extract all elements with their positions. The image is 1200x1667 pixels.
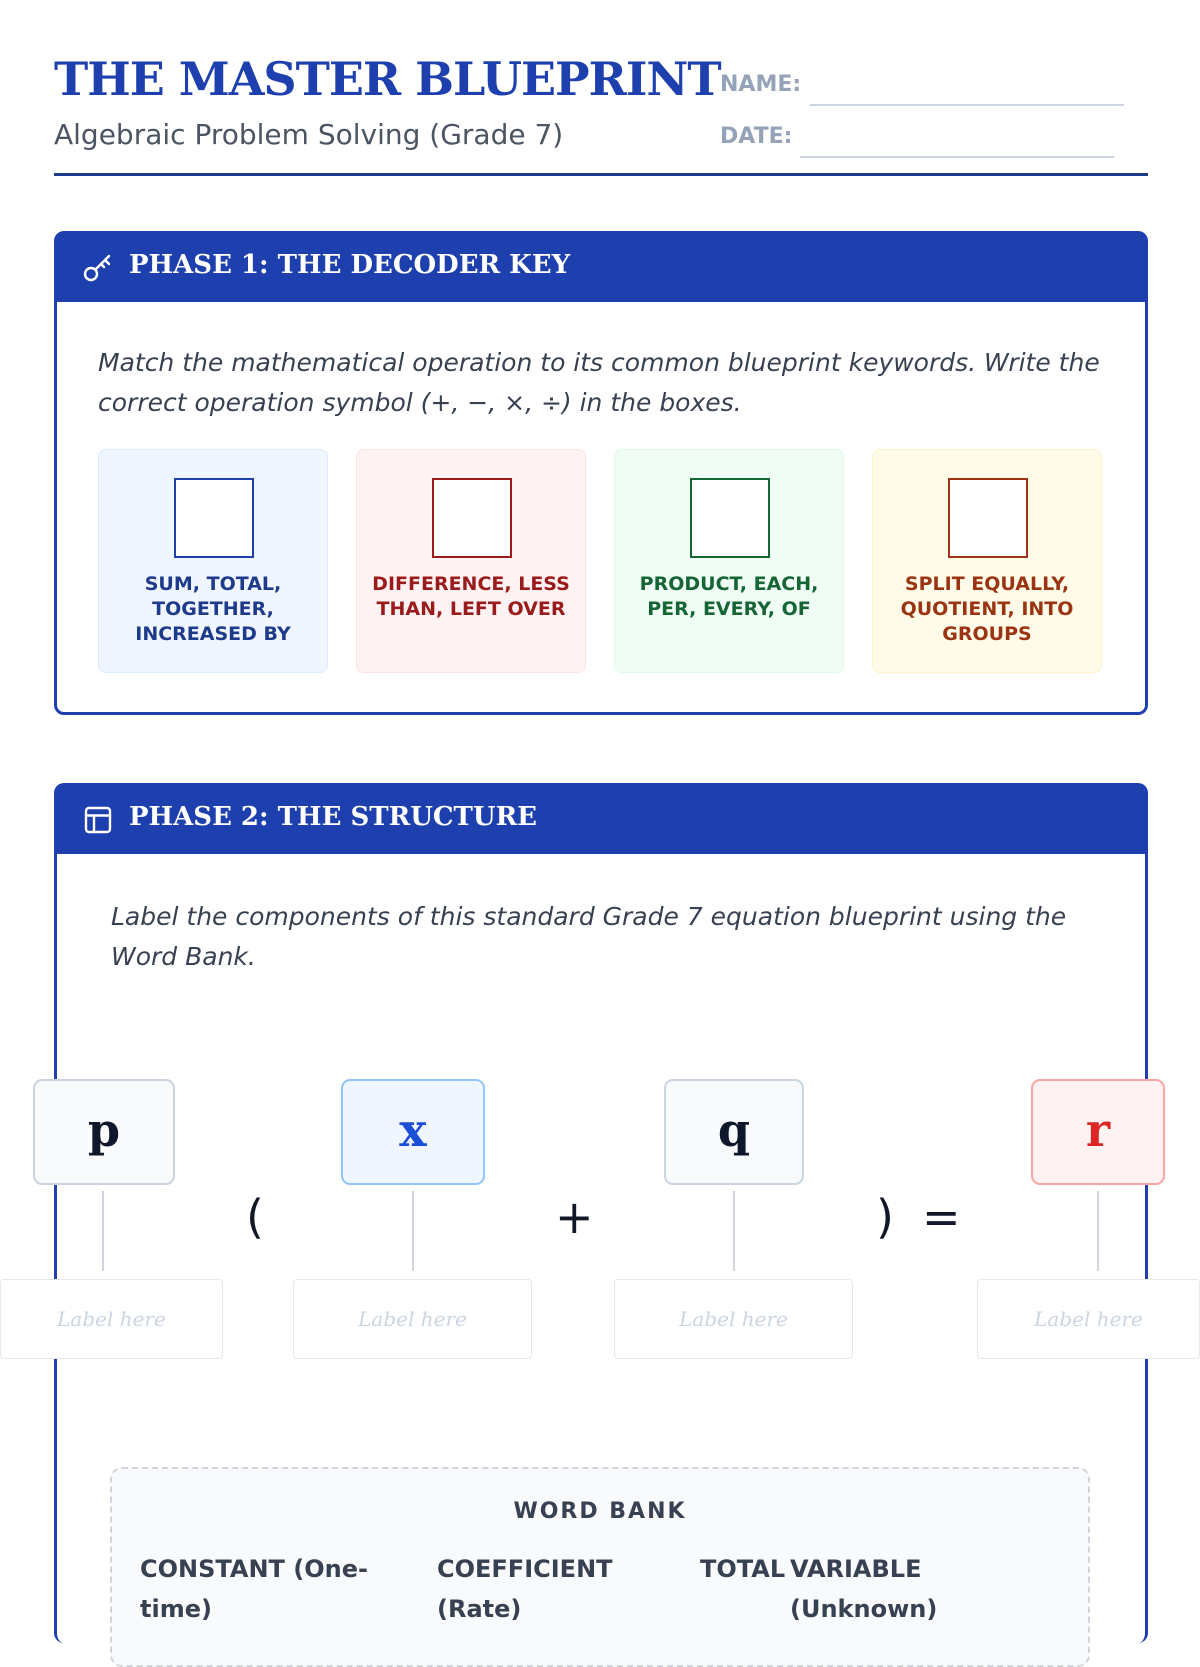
label-input-r[interactable]: Label here (977, 1279, 1200, 1359)
phase1-panel (54, 231, 1148, 715)
decoder-card-multiplication (614, 449, 844, 673)
operation-answer-box[interactable] (690, 478, 770, 558)
word-bank-term: CONSTANT (One-time) (140, 1555, 368, 1623)
decoder-keywords: SUM, TOTAL, TOGETHER, INCREASED BY (135, 573, 291, 645)
name-field[interactable] (810, 104, 1124, 106)
plus-operator: + (555, 1190, 594, 1244)
connector-line (412, 1191, 414, 1271)
open-paren: ( (246, 1190, 264, 1244)
word-bank (110, 1467, 1090, 1667)
phase1-header (57, 234, 1145, 302)
phase2-title: PHASE 2: THE STRUCTURE (129, 802, 538, 832)
phase2-header (57, 786, 1145, 854)
equation-term-x: x (341, 1079, 485, 1185)
worksheet-subtitle: Algebraic Problem Solving (Grade 7) (54, 118, 564, 151)
decoder-keywords: DIFFERENCE, LESS THAN, LEFT OVER (372, 573, 570, 620)
name-label: NAME: (720, 72, 802, 97)
decoder-card-subtraction (356, 449, 586, 673)
word-bank-term: VARIABLE (Unknown) (790, 1555, 938, 1623)
label-input-q[interactable]: Label here (614, 1279, 853, 1359)
decoder-keywords: SPLIT EQUALLY, QUOTIENT, INTO GROUPS (900, 573, 1074, 645)
header-divider (54, 173, 1148, 176)
decoder-card-addition (98, 449, 328, 673)
equation-term-r: r (1031, 1079, 1165, 1185)
connector-line (102, 1191, 104, 1271)
connector-line (1097, 1191, 1099, 1271)
label-input-x[interactable]: Label here (293, 1279, 532, 1359)
decoder-keywords: PRODUCT, EACH, PER, EVERY, OF (639, 573, 819, 620)
word-bank-term: COEFFICIENT (Rate) (437, 1555, 613, 1623)
close-paren: ) (876, 1190, 894, 1244)
operation-answer-box[interactable] (948, 478, 1028, 558)
phase1-instruction: Match the mathematical operation to its common blueprint keywords. Write the correct operation symbol (+, −, ×, ÷) in the boxes. (98, 348, 1100, 417)
layout-icon (81, 803, 115, 837)
date-field[interactable] (800, 156, 1114, 158)
equation-term-q: q (664, 1079, 804, 1185)
equals-operator: = (922, 1190, 961, 1244)
worksheet-title: THE MASTER BLUEPRINT (54, 52, 721, 106)
word-bank-title: WORD BANK (513, 1499, 687, 1524)
phase2-instruction: Label the components of this standard Grade 7 equation blueprint using the Word Bank. (111, 902, 1067, 971)
phase1-title: PHASE 1: THE DECODER KEY (129, 250, 571, 280)
operation-answer-box[interactable] (432, 478, 512, 558)
equation-term-p: p (33, 1079, 175, 1185)
decoder-card-division (872, 449, 1102, 673)
date-label: DATE: (720, 124, 793, 149)
operation-answer-box[interactable] (174, 478, 254, 558)
key-icon (81, 251, 115, 285)
label-input-p[interactable]: Label here (0, 1279, 223, 1359)
connector-line (733, 1191, 735, 1271)
word-bank-term: TOTAL (700, 1555, 786, 1583)
